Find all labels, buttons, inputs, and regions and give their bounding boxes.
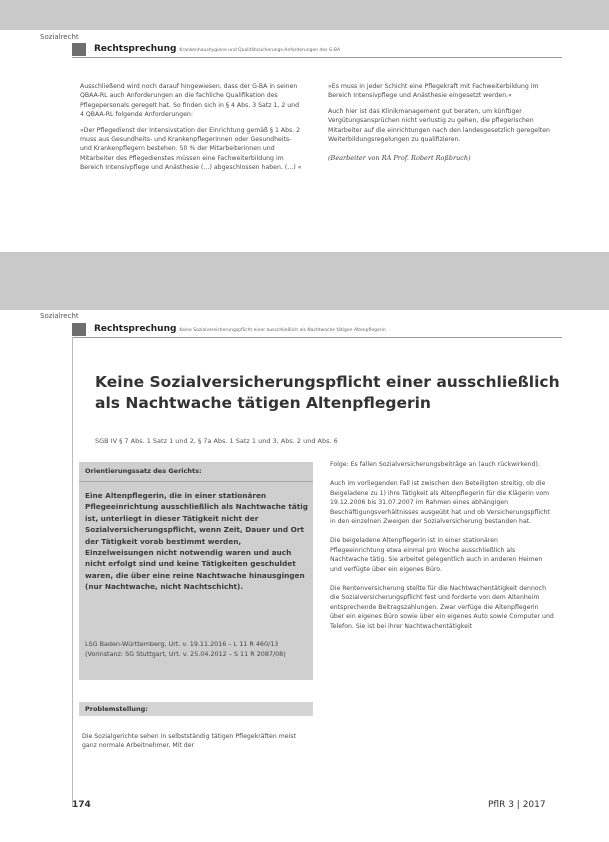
top-gray-band <box>0 0 609 30</box>
lower-right-column <box>330 460 554 637</box>
author-signature: (Bearbeiter von RA Prof. Robert Roßbruch) <box>328 154 471 163</box>
orientation-label: Orientierungssatz des Gerichts: <box>85 467 202 475</box>
section-title-text: Rechtsprechung <box>94 324 177 334</box>
paragraph: »Es muss in jeder Schicht eine Pflegekraft mit Fachweiterbildung im Bereich Intensivpflege und Anästhesie eingesetzt werden.« <box>328 83 539 100</box>
header-rule <box>72 337 562 338</box>
paragraph: »Der Pflegedienst der Intensivstation der Einrichtung gemäß § 1 Abs. 2 muss aus Gesundheits- und Krankenpflegerinnen oder Gesundheits- und Krankenpflegern bestehen. 50 % der Mitarbeiterinnen und Mitarbeiter des Pflegedienstes müssen eine Fachweiterbildung im Bereich Intensivpflege und Anästhesie (…) abgeschlossen haben. (…) « <box>80 126 302 172</box>
journal-ref: PflR 3 | 2017 <box>488 800 546 810</box>
header-rule <box>72 57 562 58</box>
section-subtitle: Keine Sozialversicherungspflicht einer ausschließlich als Nachtwache tätigen Altenpflegerin <box>179 328 386 333</box>
section-title <box>94 324 386 334</box>
orientation-text: Eine Altenpflegerin, die in einer stationären Pflegeeinrichtung ausschließlich als Nachtwache tätig ist, unterliegt in dieser Tätigkeit nicht der Sozialversicherungspflicht, wenn Zeit, Dauer und Ort der Tätigkeit vorab bestimmt werden, Einzelweisungen nicht notwendig waren und auch nicht erfolgt sind und keine Tätigkeiten geschuldet waren, die über eine reine Nachtwache hinausgingen (nur Nachtwache, nicht Nachtschicht). <box>85 491 309 592</box>
middle-gray-band <box>0 252 609 310</box>
section-subtitle: Krankenhaushygiene und Qualitätssicherungs-Anforderungen des G-BA <box>179 48 341 53</box>
section-label: Sozialrecht <box>40 33 79 41</box>
top-left-column <box>80 82 302 179</box>
paragraph: Folge: Es fallen Sozialversicherungsbeiträge an (auch rückwirkend). <box>330 461 540 468</box>
header-square <box>72 323 86 336</box>
section-label: Sozialrecht <box>40 312 79 320</box>
header-square <box>72 43 86 56</box>
left-margin-line <box>72 337 73 807</box>
paragraph: Die Rentenversicherung stellte für die Nachtwachentätigkeit dennoch die Sozialversicherungspflicht fest und forderte von dem Altenheim entsprechende Beitragszahlungen. Zwar verfüge die Altenpflegerin über ein eigenes Büro sowie über ein eigenes Auto sowie Computer und Telefon. Sie ist bei ihrer Nachtwachentätigkeit <box>330 585 554 630</box>
problem-label: Problemstellung: <box>85 705 148 713</box>
section-title <box>94 44 340 54</box>
section-title-text: Rechtsprechung <box>94 44 177 54</box>
top-right-column <box>328 82 550 170</box>
orientation-divider <box>79 481 313 482</box>
court-citation: LSG Baden-Württemberg, Urt. v. 19.11.2016 – L 11 R 460/13 (Vorinstanz: SG Stuttgart, Urt. v. 25.04.2012 – S 11 R 2087/08) <box>85 640 286 658</box>
page-number: 174 <box>72 800 91 810</box>
problem-text: Die Sozialgerichte sehen in selbstständig tätigen Pflegekräften meist ganz normale Arbeitnehmer. Mit der <box>82 733 296 750</box>
paragraph: Auch im vorliegenden Fall ist zwischen den Beteiligten streitig, ob die Beigeladene zu 1) ihre Tätigkeit als Altenpflegerin für die Klägerin vom 19.12.2006 bis 31.07.2007 im Rahmen eines abhängigen Beschäftigungsverhältnisses ausgeübt hat und ob Versicherungspflicht in den einzelnen Zweigen der Sozialversicherung bestanden hat. <box>330 480 550 526</box>
legal-norms: SGB IV § 7 Abs. 1 Satz 1 und 2, § 7a Abs. 1 Satz 1 und 3, Abs. 2 und Abs. 6 <box>95 437 338 445</box>
paragraph: Die beigeladene Altenpflegerin ist in einer stationären Pflegeeinrichtung etwa einmal pro Woche ausschließlich als Nachtwache tätig. Sie arbeitet gelegentlich auch in anderen Heimen und verfügte über ein eigenes Büro. <box>330 537 543 573</box>
headline-line-2: als Nachtwache tätigen Altenpflegerin <box>95 394 431 412</box>
headline-line-1: Keine Sozialversicherungspflicht einer ausschließlich <box>95 373 560 391</box>
paragraph: Ausschließend wird noch darauf hingewiesen, dass der G-BA in seinen QBAA-RL auch Anforderungen an die fachliche Qualifikation des Pflegepersonals geregelt hat. So finden sich in § 4 Abs. 3 Satz 1, 2 und 4 QBAA-RL folgende Anforderungen: <box>80 83 300 119</box>
article-headline <box>95 372 565 414</box>
paragraph: Auch hier ist das Klinikmanagement gut beraten, um künftiger Vergütungsansprüchen nicht verlustig zu gehen, die pflegerischen Mitarbeiter auf die einrichtungen nach den landesgesetzlich geregelten Weiterbildungsregelungen zu qualifizieren. <box>328 107 550 144</box>
